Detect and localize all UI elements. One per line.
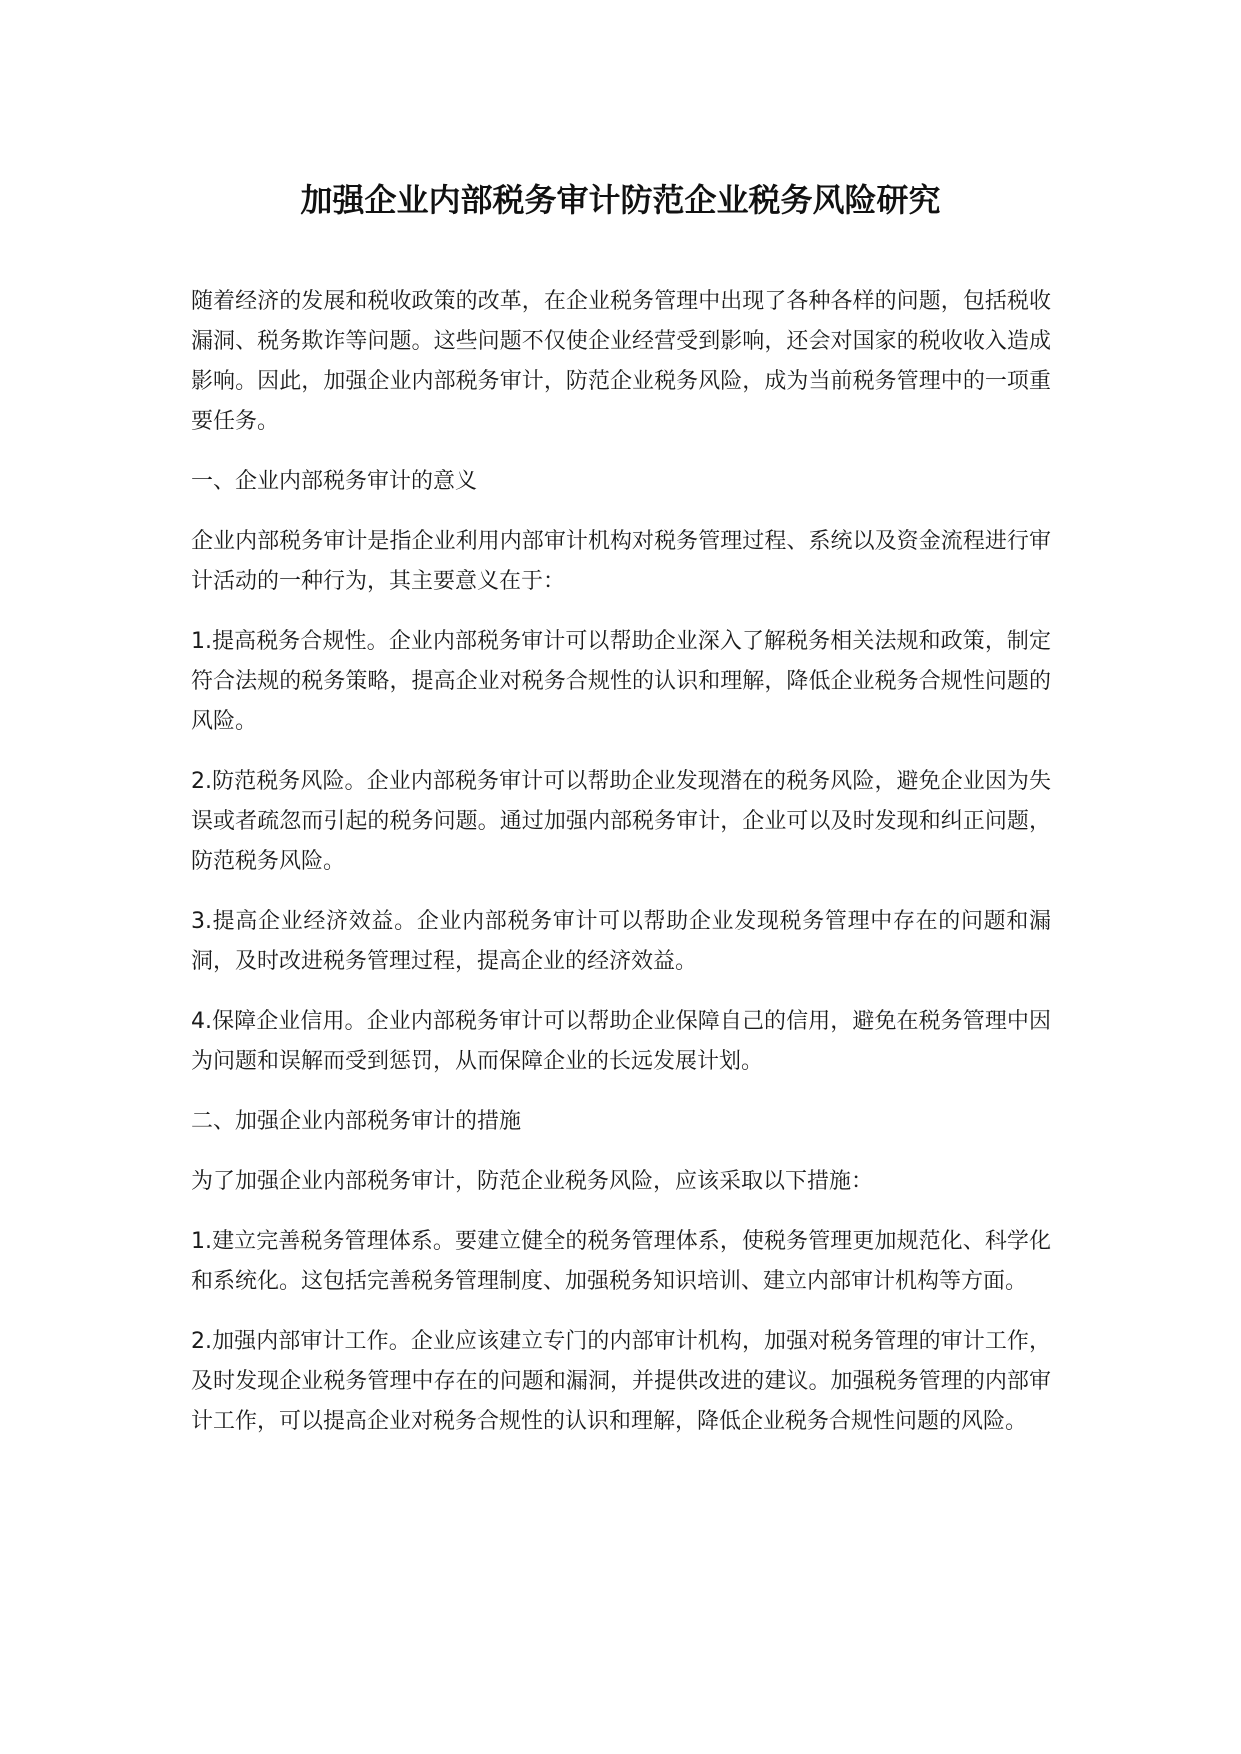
list-item-paragraph: 1.建立完善税务管理体系。要建立健全的税务管理体系，使税务管理更加规范化、科学化和系统化。这包括完善税务管理制度、加强税务知识培训、建立内部审计机构等方面。 <box>191 1229 1051 1294</box>
section-heading-2: 二、加强企业内部税务审计的措施 <box>191 1109 522 1134</box>
body-paragraph: 为了加强企业内部税务审计，防范企业税务风险，应该采取以下措施： <box>191 1169 874 1194</box>
intro-paragraph: 随着经济的发展和税收政策的改革，在企业税务管理中出现了各种各样的问题，包括税收漏洞、税务欺诈等问题。这些问题不仅使企业经营受到影响，还会对国家的税收收入造成影响。因此，加强企业内部税务审计，防范企业税务风险，成为当前税务管理中的一项重要任务。 <box>191 289 1051 434</box>
section-heading-1: 一、企业内部税务审计的意义 <box>191 469 478 494</box>
list-item-paragraph: 2.防范税务风险。企业内部税务审计可以帮助企业发现潜在的税务风险，避免企业因为失误或者疏忽而引起的税务问题。通过加强内部税务审计，企业可以及时发现和纠正问题，防范税务风险。 <box>191 769 1051 874</box>
document-body <box>191 282 1051 1462</box>
document-title: 加强企业内部税务审计防范企业税务风险研究 <box>300 181 941 219</box>
list-item-paragraph: 1.提高税务合规性。企业内部税务审计可以帮助企业深入了解税务相关法规和政策，制定符合法规的税务策略，提高企业对税务合规性的认识和理解，降低企业税务合规性问题的风险。 <box>191 629 1051 734</box>
list-item-paragraph: 3.提高企业经济效益。企业内部税务审计可以帮助企业发现税务管理中存在的问题和漏洞，及时改进税务管理过程，提高企业的经济效益。 <box>191 909 1051 974</box>
list-item-paragraph: 2.加强内部审计工作。企业应该建立专门的内部审计机构，加强对税务管理的审计工作，及时发现企业税务管理中存在的问题和漏洞，并提供改进的建议。加强税务管理的内部审计工作，可以提高企业对税务合规性的认识和理解，降低企业税务合规性问题的风险。 <box>191 1329 1051 1434</box>
list-item-paragraph: 4.保障企业信用。企业内部税务审计可以帮助企业保障自己的信用，避免在税务管理中因为问题和误解而受到惩罚，从而保障企业的长远发展计划。 <box>191 1009 1051 1074</box>
body-paragraph: 企业内部税务审计是指企业利用内部审计机构对税务管理过程、系统以及资金流程进行审计活动的一种行为，其主要意义在于： <box>191 529 1051 594</box>
